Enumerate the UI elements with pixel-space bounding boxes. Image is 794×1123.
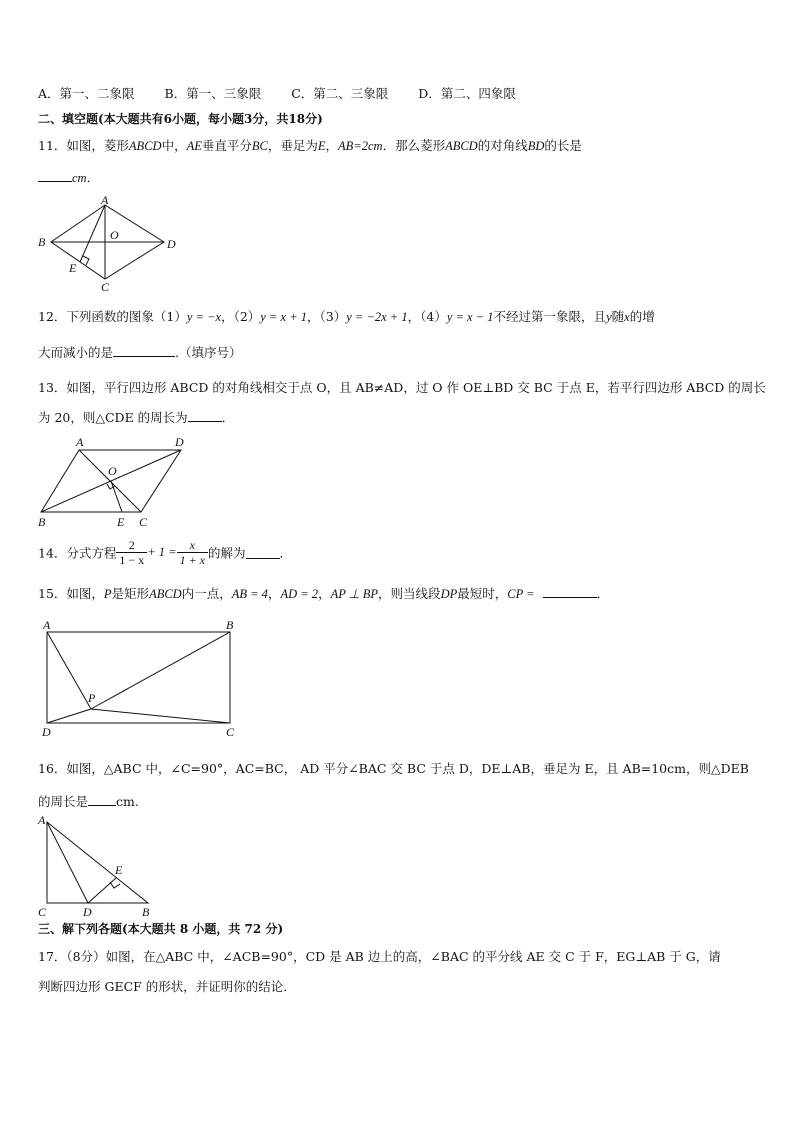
q15-label-a: A [43, 618, 51, 632]
q11-rhombus-figure [36, 193, 186, 294]
option-a: A．第一、二象限 [38, 86, 135, 101]
q13-line1: 13．如图，平行四边形 ABCD 的对角线相交于点 O，且 AB≠AD，过 O 作 OE⊥BD 交 BC 于点 E，若平行四边形 ABCD 的周长 [38, 380, 766, 395]
q15-rectangle-figure [36, 618, 246, 742]
q13-parallelogram-figure [36, 434, 196, 530]
q15-text: 15．如图，P是矩形ABCD内一点，AB = 4，AD = 2，AP ⊥ BP，则当线段DP最短时，CP = ． [38, 586, 610, 601]
q16-label-b: B [142, 905, 150, 919]
q12-answer-blank[interactable] [113, 344, 175, 357]
q16-line2: 的周长是 cm. [38, 794, 139, 809]
q11-label-o: O [110, 228, 119, 242]
q11-label-d: D [167, 237, 176, 251]
q17-line2: 判断四边形 GECF 的形状，并证明你的结论． [38, 979, 296, 994]
q16-triangle-figure [36, 812, 166, 920]
section2-title: 二、填空题(本大题共有6小题，每小题3分，共18分) [38, 112, 323, 126]
q13-label-c: C [139, 515, 148, 529]
q11-label-b: B [38, 235, 46, 249]
q11-text: 11．如图，菱形ABCD中，AE垂直平分BC，垂足为E，AB=2cm．那么菱形ABCD的对角线BD的长是 [38, 138, 582, 153]
section3-title: 三、解下列各题(本大题共 8 小题，共 72 分) [38, 922, 284, 936]
q12-line2: 大而减小的是 .（填序号） [38, 345, 242, 360]
q13-answer-blank[interactable] [188, 409, 222, 422]
q11-answer-line: cm． [38, 168, 99, 186]
q15-label-d: D [42, 725, 51, 739]
q13-label-d: D [175, 435, 184, 449]
q15-label-c: C [226, 725, 235, 739]
q14-text: 14．分式方程 $\frac{2}{1 - x}$ + 1 = $\frac{x}{1 + x}$ 的解为 ． [38, 538, 293, 567]
q14-fraction-2: $\frac{x}{1 + x}$ [177, 538, 208, 567]
q11-label-c: C [101, 280, 110, 294]
q13-label-o: O [108, 464, 117, 478]
q11-answer-blank[interactable] [38, 169, 72, 182]
q13-label-b: B [38, 515, 46, 529]
q17-line1: 17．（8分）如图，在△ABC 中，∠ACB=90°，CD 是 AB 边上的高，∠BAC 的平分线 AE 交 C 于 F，EG⊥AB 于 G，请 [38, 949, 721, 964]
q16-line1: 16．如图，△ABC 中，∠C=90°，AC=BC， AD 平分∠BAC 交 BC 于点 D，DE⊥AB，垂足为 E，且 AB=10cm，则△DEB [38, 761, 749, 776]
option-b: B．第一、三象限 [164, 86, 262, 101]
q13-line2: 为 20，则△CDE 的周长为 ． [38, 410, 235, 425]
q14-fraction-1: $\frac{2}{1 - x}$ [116, 538, 147, 567]
q16-answer-blank[interactable] [88, 793, 116, 806]
q16-label-a: A [38, 813, 46, 827]
q16-label-e: E [115, 863, 123, 877]
q13-label-a: A [76, 435, 84, 449]
q16-label-c: C [38, 905, 47, 919]
q14-answer-blank[interactable] [246, 546, 280, 559]
q13-label-e: E [117, 515, 125, 529]
q10-options [38, 84, 546, 102]
q15-label-b: B [226, 618, 234, 632]
q11-label-e: E [69, 261, 77, 275]
q15-label-p: P [88, 691, 96, 705]
option-c: C．第二、三象限 [291, 86, 389, 101]
option-d: D．第二、四象限 [418, 86, 516, 101]
q12-text: 12．下列函数的图象（1）y = −x，（2）y = x + 1，（3）y = −2x + 1，（4）y = x − 1不经过第一象限，且y随x的增 [38, 309, 655, 324]
q11-label-a: A [101, 193, 109, 207]
q16-label-d: D [83, 905, 92, 919]
q15-answer-blank[interactable] [543, 585, 597, 598]
